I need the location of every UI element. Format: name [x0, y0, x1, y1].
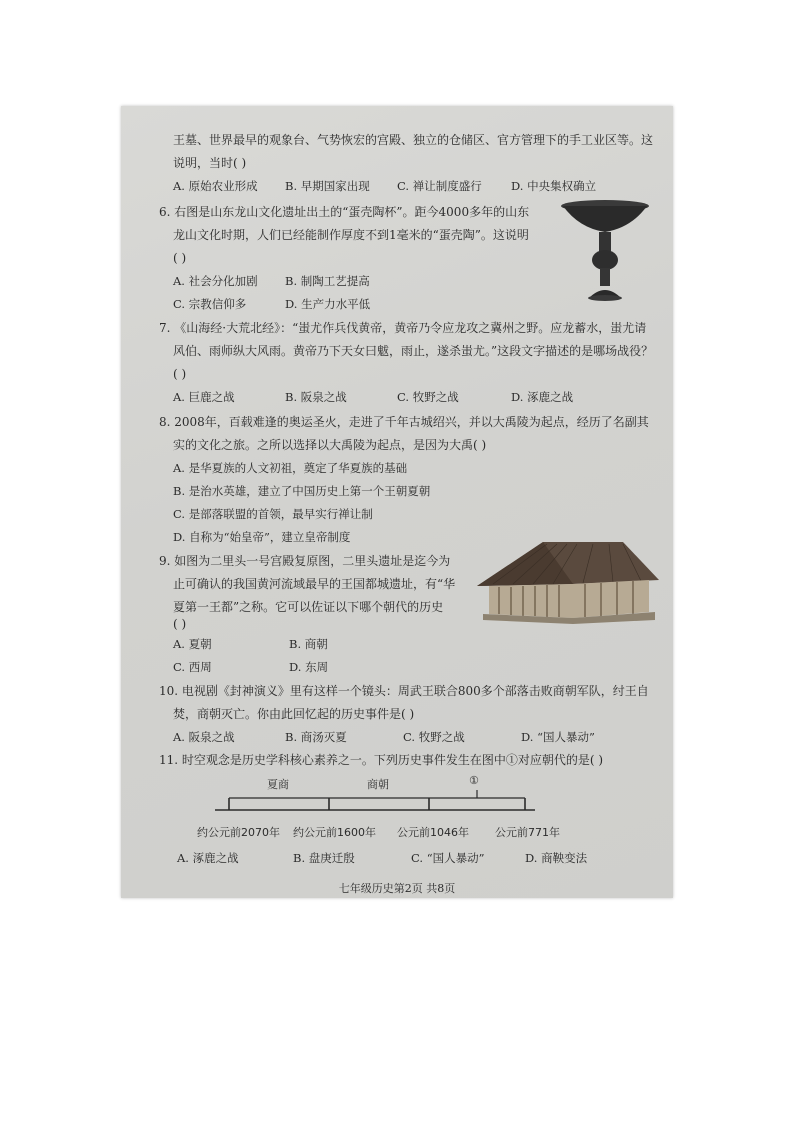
q10-option-c: C. 牧野之战: [403, 730, 465, 744]
q5-option-d: D. 中央集权确立: [511, 179, 597, 193]
q11-text-line1: 11. 时空观念是历史学科核心素养之一。下列历史事件发生在图中①对应朝代的是( ): [159, 753, 604, 767]
q9-text-line1: 9. 如图为二里头一号宫殿复原图，二里头遗址是迄今为: [159, 554, 451, 568]
q10-text-line2: 焚，商朝灭亡。你由此回忆起的历史事件是( ): [173, 707, 415, 721]
q6-option-d: D. 生产力水平低: [285, 297, 371, 311]
q8-option-a: A. 是华夏族的人文初祖，奠定了华夏族的基础: [173, 461, 408, 475]
q9-option-b: B. 商朝: [289, 637, 328, 651]
timeline-date-1046bc: 公元前1046年: [397, 826, 469, 839]
q11-option-d: D. 商鞅变法: [525, 851, 588, 865]
timeline-period-shang: 商朝: [367, 778, 389, 791]
q7-option-c: C. 牧野之战: [397, 390, 459, 404]
q11-option-a: A. 涿鹿之战: [177, 851, 239, 865]
q6-paren: ( ): [173, 251, 187, 265]
q5-option-b: B. 早期国家出现: [285, 179, 370, 193]
q8-text-line1: 8. 2008年，百载难逢的奥运圣火，走进了千年古城绍兴，并以大禹陵为起点，经历了名副其: [159, 415, 649, 429]
q8-option-c: C. 是部落联盟的首领，最早实行禅让制: [173, 507, 373, 521]
q10-option-d: D. “国人暴动”: [521, 730, 595, 744]
q10-text-line1: 10. 电视剧《封神演义》里有这样一个镜头：周武王联合800多个部落击败商朝军队，纣王自: [159, 684, 649, 698]
q11-option-b: B. 盘庚迁殷: [293, 851, 355, 865]
q9-paren: ( ): [173, 617, 187, 631]
exam-page: [121, 106, 673, 898]
q8-option-b: B. 是治水英雄，建立了中国历史上第一个王朝夏朝: [173, 484, 431, 498]
q7-text-line2: 风伯、雨师纵大风雨。黄帝乃下天女曰魃，雨止，遂杀蚩尤。”这段文字描述的是哪场战役？: [173, 344, 654, 358]
q6-option-b: B. 制陶工艺提高: [285, 274, 370, 288]
q6-text-line2: 龙山文化时期，人们已经能制作厚度不到1毫米的“蛋壳陶”。这说明: [173, 228, 529, 242]
q10-option-b: B. 商汤灭夏: [285, 730, 347, 744]
q10-option-a: A. 阪泉之战: [173, 730, 235, 744]
q9-option-c: C. 西周: [173, 660, 212, 674]
q7-paren: ( ): [173, 367, 187, 381]
timeline-period-xiashang: 夏商: [267, 778, 289, 791]
q5-text-line2: 说明，当时( ): [173, 156, 247, 170]
q8-option-d: D. 自称为“始皇帝”，建立皇帝制度: [173, 530, 351, 544]
q8-text-line2: 实的文化之旅。之所以选择以大禹陵为起点，是因为大禹( ): [173, 438, 487, 452]
erlitou-palace-image: [473, 540, 661, 624]
q6-option-a: A. 社会分化加剧: [173, 274, 258, 288]
q6-option-c: C. 宗教信仰多: [173, 297, 247, 311]
q5-option-a: A. 原始农业形成: [173, 179, 258, 193]
q9-option-d: D. 东周: [289, 660, 329, 674]
q7-option-b: B. 阪泉之战: [285, 390, 347, 404]
timeline-axis: [215, 790, 535, 820]
q6-text-line1: 6. 右图是山东龙山文化遗址出土的“蛋壳陶杯”。距今4000多年的山东: [159, 205, 530, 219]
q9-option-a: A. 夏朝: [173, 637, 212, 651]
q7-text-line1: 7. 《山海经·大荒北经》：“蚩尤作兵伐黄帝，黄帝乃令应龙攻之冀州之野。应龙蓄水，蚩尤请: [159, 321, 647, 335]
q5-option-c: C. 禅让制度盛行: [397, 179, 482, 193]
q5-text-line1: 王墓、世界最早的观象台、气势恢宏的宫殿、独立的仓储区、官方管理下的手工业区等。这: [173, 133, 654, 147]
timeline-date-2070bc: 约公元前2070年: [197, 826, 280, 839]
q9-text-line3: 夏第一王都”之称。它可以佐证以下哪个朝代的历史: [173, 600, 444, 614]
timeline-date-771bc: 公元前771年: [495, 826, 560, 839]
timeline-period-circle-1: ①: [469, 774, 479, 787]
eggshell-cup-image: [559, 198, 651, 302]
timeline-date-1600bc: 约公元前1600年: [293, 826, 376, 839]
q7-option-d: D. 涿鹿之战: [511, 390, 574, 404]
q7-option-a: A. 巨鹿之战: [173, 390, 235, 404]
page-footer: 七年级历史第2页 共8页: [338, 882, 456, 895]
q11-option-c: C. “国人暴动”: [411, 851, 485, 865]
q9-text-line2: 止可确认的我国黄河流域最早的王国都城遗址，有“华: [173, 577, 456, 591]
